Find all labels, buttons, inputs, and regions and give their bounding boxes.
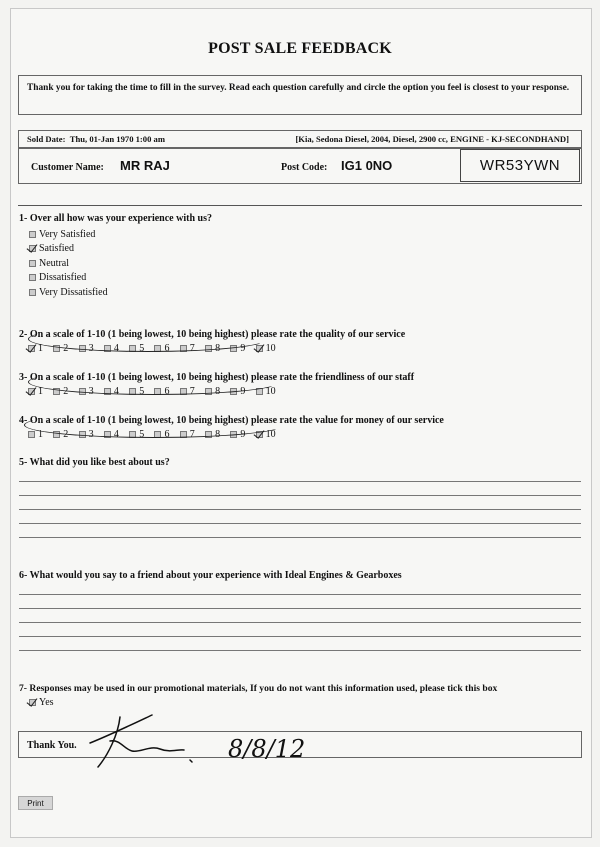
answer-line[interactable] [19,523,581,524]
scale-option-1[interactable]: 1 [28,343,53,354]
question-2: 2- On a scale of 1-10 (1 being lowest, 10 being highest) please rate the quality of our service [19,329,406,340]
scale-option-6[interactable]: 6 [154,429,179,440]
scale-option-1[interactable]: 1 [28,386,53,397]
scale-option-10[interactable]: 10 [256,386,281,397]
sale-details-box [18,130,582,148]
checkbox[interactable] [29,274,36,281]
answer-line[interactable] [19,608,581,609]
option-very-satisfied[interactable]: Very Satisfied [29,227,108,242]
answer-line[interactable] [19,481,581,482]
question-1-options [29,227,108,300]
handwritten-date: 8/8/12 [228,735,306,763]
scale-option-7[interactable]: 7 [180,386,205,397]
registration-plate: WR53YWN [460,149,580,182]
checkbox-ticked[interactable] [29,245,36,252]
scale-option-4[interactable]: 4 [104,386,129,397]
answer-line[interactable] [19,636,581,637]
sold-date-value: Thu, 01-Jan 1970 1:00 am [69,134,165,144]
checkbox[interactable] [256,345,263,352]
scale-option-3[interactable]: 3 [79,343,104,354]
customer-name-label: Customer Name: [31,162,104,173]
scale-option-2[interactable]: 2 [53,343,78,354]
scale-option-4[interactable]: 4 [104,429,129,440]
option-very-dissatisfied[interactable]: Very Dissatisfied [29,285,108,300]
scale-option-10[interactable]: 10 [256,429,281,440]
checkbox-ticked[interactable] [29,699,36,706]
postcode-value: IG1 0NO [341,158,393,173]
scale-option-1[interactable]: 1 [28,429,53,440]
question-4: 4- On a scale of 1-10 (1 being lowest, 10 being highest) please rate the value for money of our service [19,415,444,426]
handwritten-signature-and-date [80,705,320,775]
print-button[interactable]: Print [18,796,53,810]
option-yes[interactable]: Yes [29,695,54,710]
postcode-label: Post Code: [281,162,328,173]
scale-option-5[interactable]: 5 [129,343,154,354]
option-satisfied[interactable]: Satisfied [29,242,108,257]
scale-option-3[interactable]: 3 [79,429,104,440]
scale-option-8[interactable]: 8 [205,343,230,354]
checkbox[interactable] [28,345,35,352]
checkbox[interactable] [28,431,35,438]
checkbox[interactable] [28,388,35,395]
answer-line[interactable] [19,650,581,651]
scale-option-6[interactable]: 6 [154,343,179,354]
question-1: 1- Over all how was your experience with us? [19,213,212,224]
customer-name-value: MR RAJ [120,158,170,173]
scale-option-4[interactable]: 4 [104,343,129,354]
intro-instructions: Thank you for taking the time to fill in the survey. Read each question carefully and circle the option you feel is closest to your response. [18,75,582,115]
answer-line[interactable] [19,495,581,496]
answer-line[interactable] [19,509,581,510]
scale-option-7[interactable]: 7 [180,429,205,440]
question-7: 7- Responses may be used in our promotional materials, If you do not want this information used, please tick this box [19,683,498,694]
scale-option-8[interactable]: 8 [205,386,230,397]
scale-option-7[interactable]: 7 [180,343,205,354]
handwritten-circle-mark [28,369,280,395]
scale-option-9[interactable]: 9 [230,429,255,440]
answer-line[interactable] [19,537,581,538]
checkbox[interactable] [29,231,36,238]
scale-option-9[interactable]: 9 [230,343,255,354]
scale-option-8[interactable]: 8 [205,429,230,440]
section-divider [18,205,582,206]
handwritten-circle-mark [28,326,268,352]
scale-option-5[interactable]: 5 [129,429,154,440]
sold-date-label: Sold Date: [27,134,66,144]
checkbox[interactable] [29,289,36,296]
scale-option-9[interactable]: 9 [230,386,255,397]
scale-option-6[interactable]: 6 [154,386,179,397]
customer-details-box [18,148,582,184]
handwritten-circle-mark [24,412,284,438]
answer-line[interactable] [19,594,581,595]
sold-date [27,134,165,144]
scale-option-2[interactable]: 2 [53,386,78,397]
scale-option-10[interactable]: 10 [256,343,281,354]
checkbox[interactable] [29,260,36,267]
answer-line[interactable] [19,622,581,623]
scale-option-3[interactable]: 3 [79,386,104,397]
question-6: 6- What would you say to a friend about your experience with Ideal Engines & Gearboxes [19,570,402,581]
option-dissatisfied[interactable]: Dissatisfied [29,271,108,286]
scale-option-5[interactable]: 5 [129,386,154,397]
option-neutral[interactable]: Neutral [29,256,108,271]
question-7-options [29,695,54,710]
question-3: 3- On a scale of 1-10 (1 being lowest, 10 being highest) please rate the friendliness of our staff [19,372,415,383]
form-title: POST SALE FEEDBACK [208,40,392,57]
question-5: 5- What did you like best about us? [19,457,170,468]
thank-you-text: Thank You. [27,740,77,751]
vehicle-details: [Kia, Sedona Diesel, 2004, Diesel, 2900 cc, ENGINE - KJ-SECONDHAND] [295,134,569,144]
scale-option-2[interactable]: 2 [53,429,78,440]
